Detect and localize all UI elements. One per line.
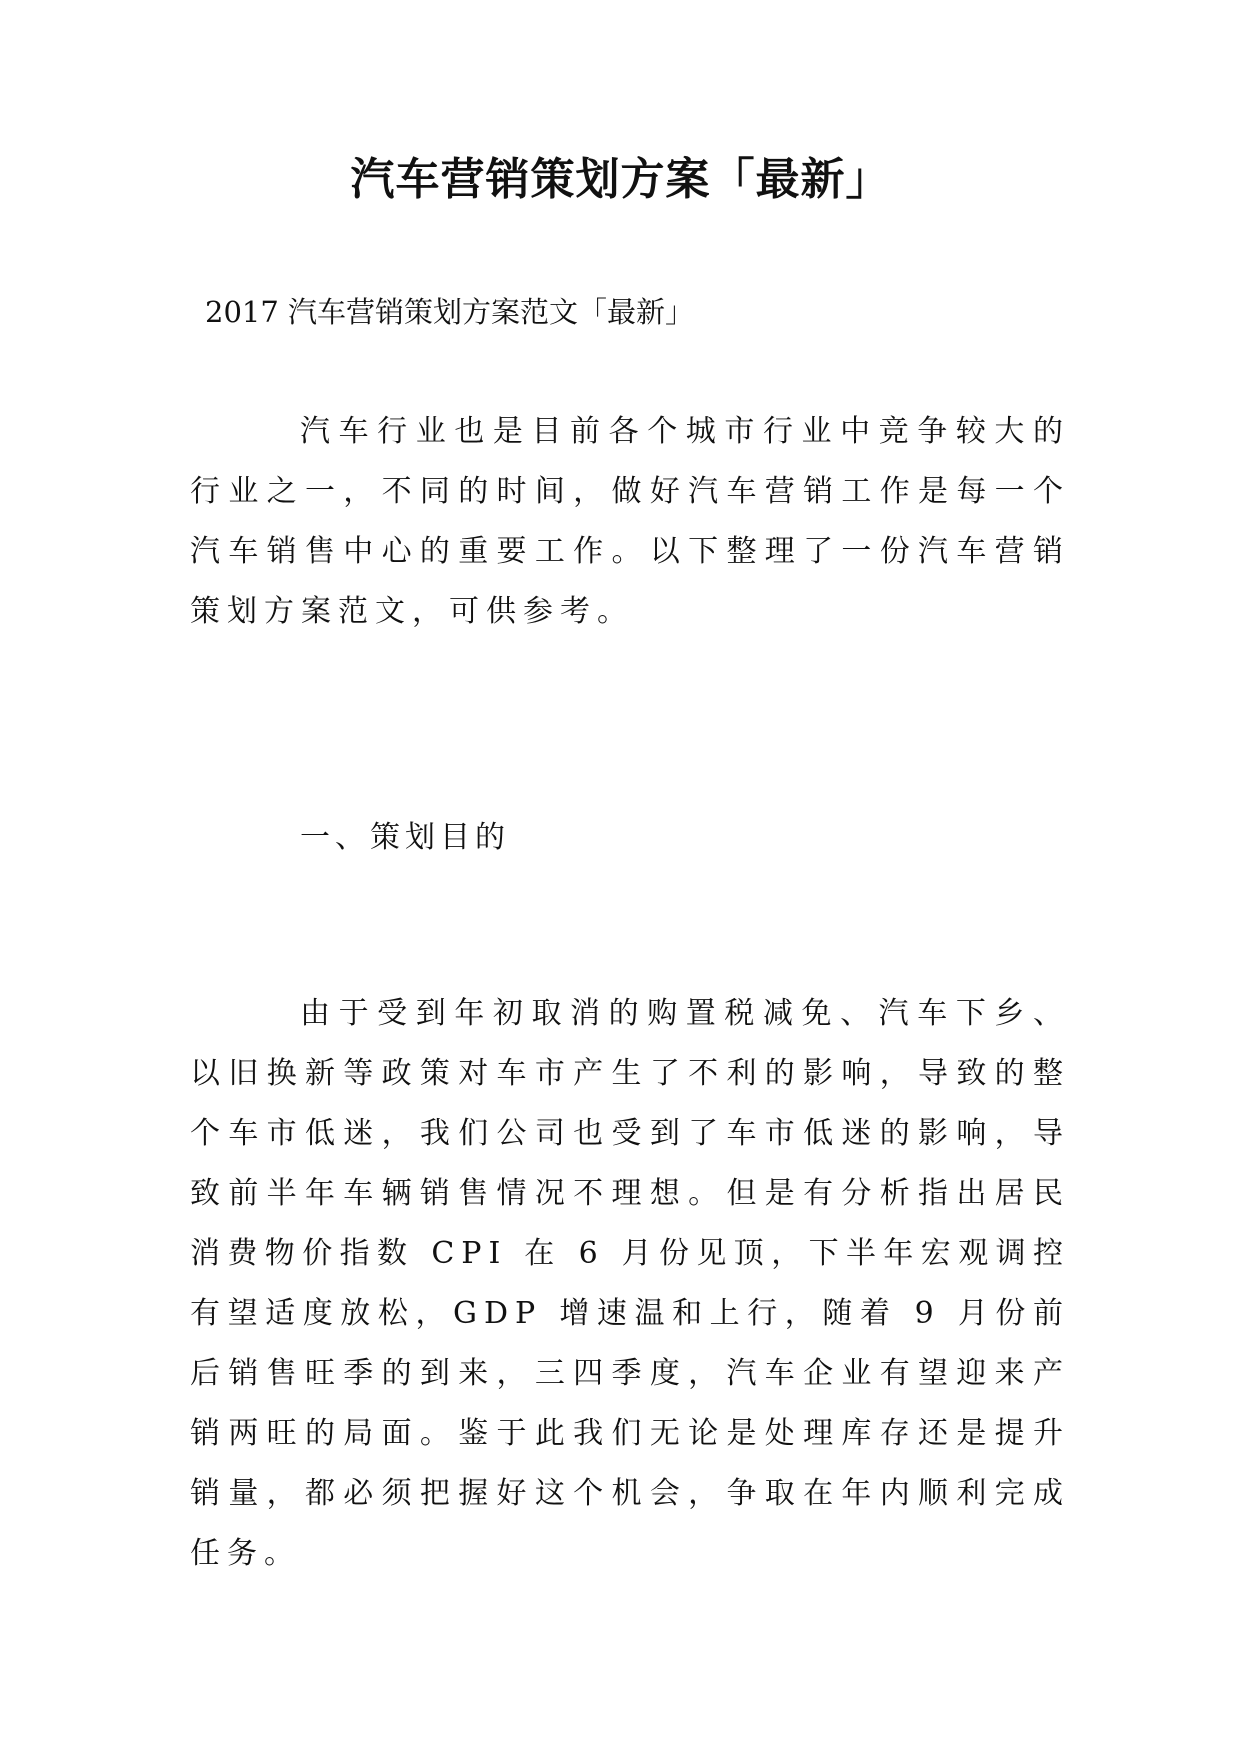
document-subtitle: 2017 汽车营销策划方案范文「最新」	[205, 295, 695, 329]
intro-paragraph: 汽车行业也是目前各个城市行业中竞争较大的行业之一，不同的时间，做好汽车营销工作是每一个汽车销售中心的重要工作。以下整理了一份汽车营销策划方案范文，可供参考。	[190, 414, 1070, 629]
section-body-paragraph: 由于受到年初取消的购置税减免、汽车下乡、以旧换新等政策对车市产生了不利的影响，导致的整个车市低迷，我们公司也受到了车市低迷的影响，导致前半年车辆销售情况不理想。但是有分析指出居民消费物价指数 CPI 在 6 月份见顶，下半年宏观调控有望适度放松，GDP 增速温和上行，随着 9 月份前后销售旺季的到来，三四季度，汽车企业有望迎来产销两旺的局面。鉴于此我们无论是处理库存还是提升销量，都必须把握好这个机会，争取在年内顺利完成任务。	[190, 996, 1070, 1571]
document-title: 汽车营销策划方案「最新」	[350, 154, 891, 205]
section-heading: 一、策划目的	[300, 820, 510, 855]
